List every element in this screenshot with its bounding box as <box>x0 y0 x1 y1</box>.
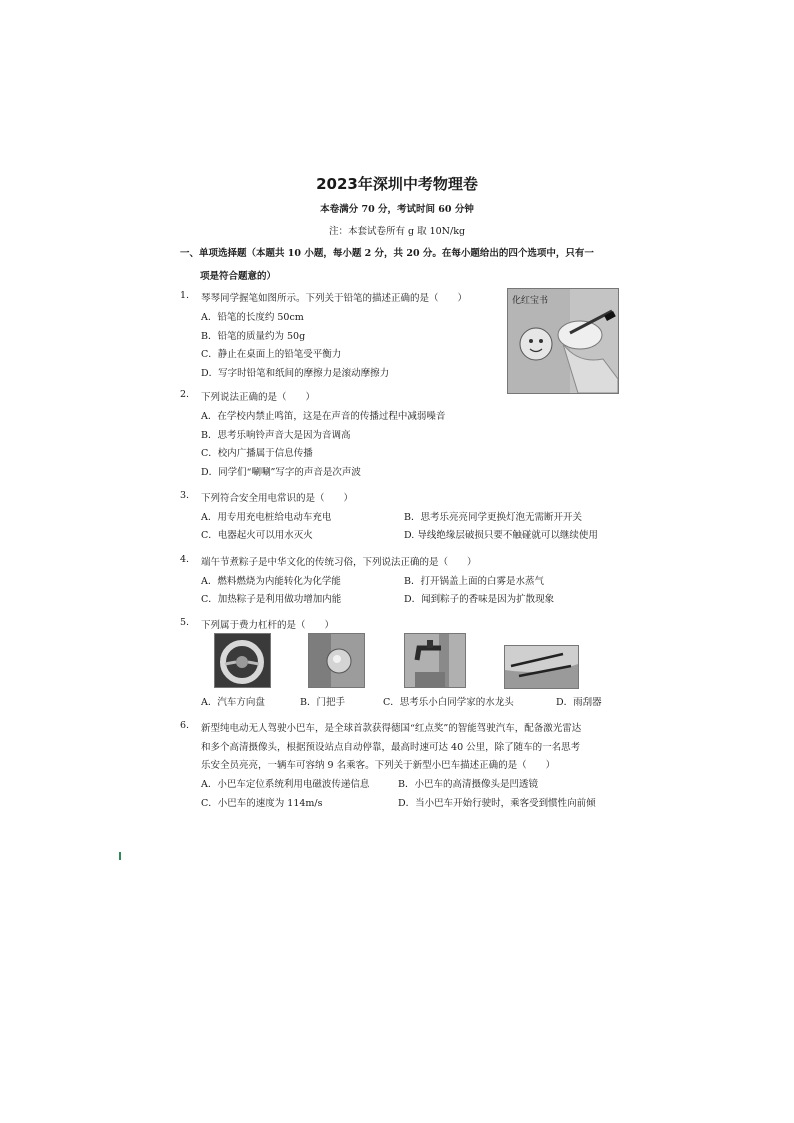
q6-stem-line3: 乐安全员亮亮，一辆车可容纳 9 名乘客。下列关于新型小巴车描述正确的是（ ） <box>201 760 556 771</box>
q6-option-b[interactable]: B．小巴车的高清摄像头是凹透镜 <box>398 779 538 790</box>
q2-option-a[interactable]: A．在学校内禁止鸣笛，这是在声音的传播过程中减弱噪音 <box>201 411 446 422</box>
q1-option-c[interactable]: C．静止在桌面上的铅笔受平衡力 <box>201 349 342 360</box>
q6-number: 6. <box>180 720 190 731</box>
q2-option-d[interactable]: D．同学们“唰唰”写字的声音是次声波 <box>201 467 361 478</box>
q1-stem: 琴琴同学握笔如图所示。下列关于铅笔的描述正确的是（ ） <box>201 293 468 304</box>
q4-option-a[interactable]: A．燃料燃烧为内能转化为化学能 <box>201 576 341 587</box>
q3-option-b[interactable]: B．思考乐亮亮同学更换灯泡无需断开开关 <box>404 512 582 523</box>
q2-stem: 下列说法正确的是（ ） <box>201 392 316 403</box>
door-handle-photo <box>308 633 365 688</box>
q3-stem: 下列符合安全用电常识的是（ ） <box>201 493 354 504</box>
q6-option-c[interactable]: C．小巴车的速度为 114m/s <box>201 798 323 809</box>
q4-option-c[interactable]: C．加热粽子是利用做功增加内能 <box>201 594 342 605</box>
q1-option-d[interactable]: D．写字时铅笔和纸间的摩擦力是滚动摩擦力 <box>201 368 390 379</box>
q5-option-a[interactable]: A．汽车方向盘 <box>201 697 265 708</box>
q6-stem-line1: 新型纯电动无人驾驶小巴车，是全球首款获得德国“红点奖”的智能驾驶汽车，配备激光雷达 <box>201 723 582 734</box>
q5-option-c[interactable]: C．思考乐小白同学家的水龙头 <box>383 697 514 708</box>
q1-pencil-photo <box>507 288 619 394</box>
q3-option-c[interactable]: C．电器起火可以用水灭火 <box>201 530 313 541</box>
q4-option-d[interactable]: D．闻到粽子的香味是因为扩散现象 <box>404 594 555 605</box>
page-title: 2023年深圳中考物理卷 <box>316 175 478 193</box>
q5-option-d[interactable]: D．雨刮器 <box>556 697 602 708</box>
q1-option-b[interactable]: B．铅笔的质量约为 50g <box>201 331 306 342</box>
q6-stem-line2: 和多个高清摄像头，根据预设站点自动停靠，最高时速可达 40 公里，除了随车的一名思考 <box>201 742 581 753</box>
q2-option-c[interactable]: C．校内广播属于信息传播 <box>201 448 313 459</box>
door-handle-figure <box>309 634 364 687</box>
section-heading-line1: 一、单项选择题（本题共 10 小题，每小题 2 分，共 20 分。在每小题给出的四个选项中，只有一 <box>180 248 594 259</box>
exam-info: 本卷满分 70 分，考试时间 60 分钟 <box>320 204 474 215</box>
q1-number: 1. <box>180 290 190 301</box>
q5-stem: 下列属于费力杠杆的是（ ） <box>201 620 335 631</box>
steering-wheel-figure <box>215 634 270 687</box>
q1-option-a[interactable]: A．铅笔的长度约 50cm <box>201 312 304 323</box>
q6-option-d[interactable]: D．当小巴车开始行驶时，乘客受到惯性向前倾 <box>398 798 596 809</box>
q3-number: 3. <box>180 490 190 501</box>
q6-option-a[interactable]: A．小巴车定位系统利用电磁波传递信息 <box>201 779 370 790</box>
pencil-hand-figure <box>508 289 618 393</box>
faucet-figure <box>405 634 465 687</box>
book-cover-text: 化红宝书 <box>512 296 549 306</box>
steering-wheel-photo <box>214 633 271 688</box>
q5-number: 5. <box>180 617 190 628</box>
q4-stem: 端午节煮粽子是中华文化的传统习俗，下列说法正确的是（ ） <box>201 557 477 568</box>
section-heading-line2: 项是符合题意的） <box>200 271 277 282</box>
q4-option-b[interactable]: B．打开锅盖上面的白雾是水蒸气 <box>404 576 544 587</box>
q2-option-b[interactable]: B．思考乐响铃声音大是因为音调高 <box>201 430 351 441</box>
q4-number: 4. <box>180 554 190 565</box>
faucet-photo <box>404 633 466 688</box>
margin-mark <box>119 852 121 860</box>
exam-note: 注：本套试卷所有 g 取 10N/kg <box>328 226 466 237</box>
wiper-photo <box>504 645 579 689</box>
q5-option-b[interactable]: B．门把手 <box>300 697 345 708</box>
q2-number: 2. <box>180 389 190 400</box>
wiper-figure <box>505 646 578 688</box>
q3-option-a[interactable]: A．用专用充电桩给电动车充电 <box>201 512 332 523</box>
q3-option-d[interactable]: D. 导线绝缘层破损只要不触碰就可以继续使用 <box>404 530 598 541</box>
